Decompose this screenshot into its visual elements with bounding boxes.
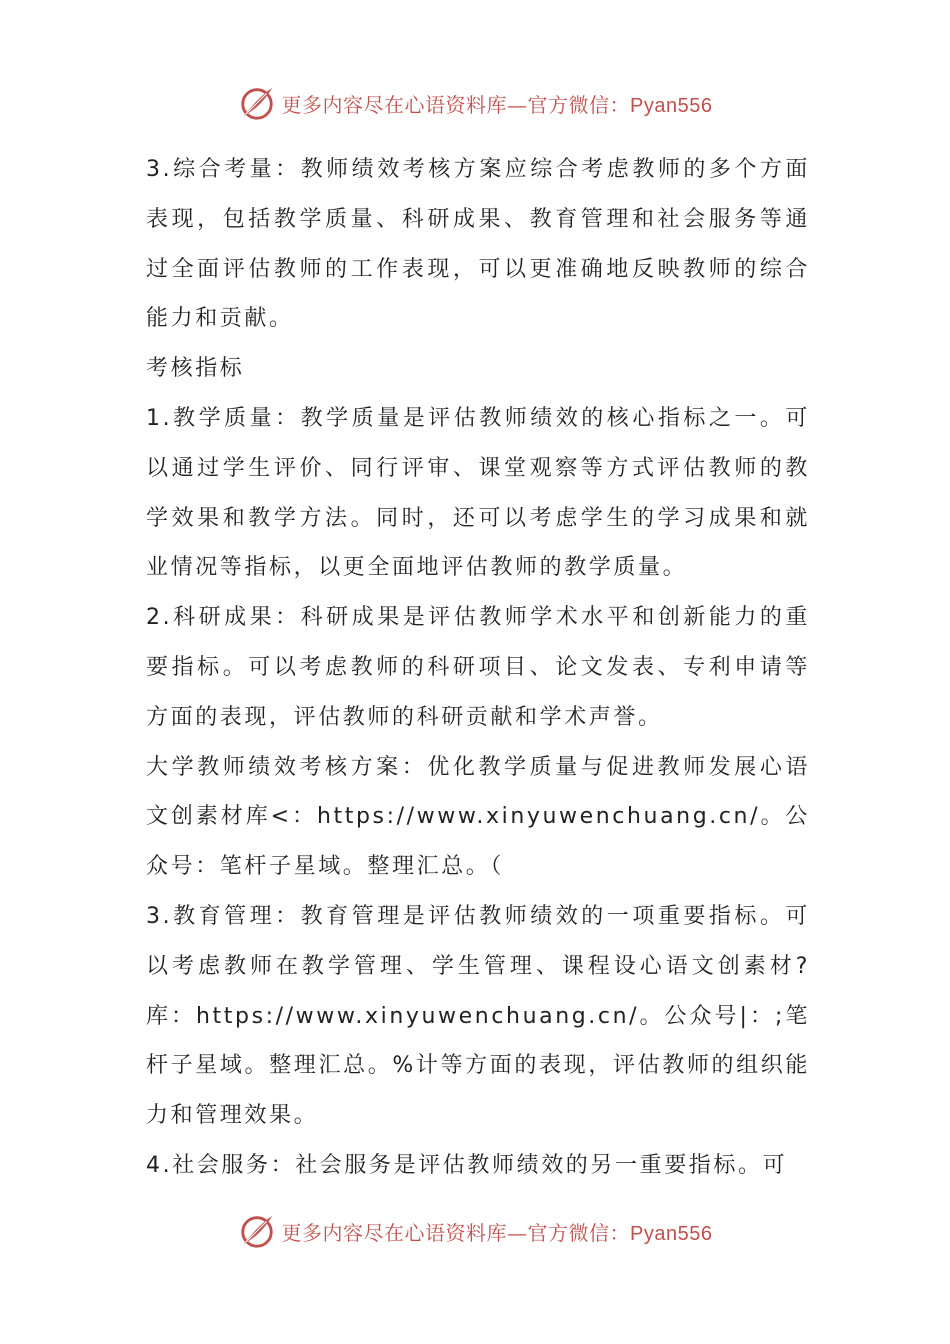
banner-dash: —	[507, 92, 528, 117]
banner-slogan: 更多内容尽在心语资料库	[281, 1220, 508, 1245]
paragraph-education-management: 3.教育管理：教育管理是评估教师绩效的一项重要指标。可以考虑教师在教学管理、学生管理、课程设心语文创素材?库：https://www.xinyuwenchuang.cn/。公众号|：;笔杆子星域。整理汇总。%计等方面的表现，评估教师的组织能力和管理效果。	[146, 903, 810, 1129]
banner-wechat-label: 官方微信：	[527, 92, 631, 117]
header-watermark-banner	[0, 80, 950, 126]
footer-watermark-banner	[0, 1208, 950, 1254]
paragraph-teaching-quality: 1.教学质量：教学质量是评估教师绩效的核心指标之一。可以通过学生评价、同行评审、课堂观察等方式评估教师的教学效果和教学方法。同时，还可以考虑学生的学习成果和就业情况等指标，以更全面地评估教师的教学质量。	[146, 405, 810, 581]
paragraph-comprehensive: 3.综合考量：教师绩效考核方案应综合考虑教师的多个方面表现，包括教学质量、科研成果、教育管理和社会服务等通过全面评估教师的工作表现，可以更准确地反映教师的综合能力和贡献。	[146, 157, 810, 332]
footer-banner-text	[282, 1217, 713, 1246]
paragraph-research: 2.科研成果：科研成果是评估教师学术水平和创新能力的重要指标。可以考虑教师的科研项目、论文发表、专利申请等方面的表现，评估教师的科研贡献和学术声誉。	[146, 605, 810, 730]
paragraph-social-service: 4.社会服务：社会服务是评估教师绩效的另一重要指标。可	[146, 1152, 788, 1178]
banner-slogan: 更多内容尽在心语资料库	[281, 92, 508, 117]
section-heading-indicators: 考核指标	[146, 356, 245, 382]
quill-logo-icon	[238, 1212, 276, 1250]
paragraph-watermark-insert: 大学教师绩效考核方案：优化教学质量与促进教师发展心语文创素材库<：https://www.xinyuwenchuang.cn/。公众号：笔杆子星域。整理汇总。（	[146, 754, 810, 880]
banner-wechat-label: 官方微信：	[527, 1220, 631, 1245]
banner-dash: —	[507, 1220, 528, 1245]
banner-wechat-id: Pyan556	[630, 1222, 713, 1245]
quill-logo-icon	[238, 84, 276, 122]
header-banner-text	[282, 89, 713, 118]
document-body	[146, 145, 810, 1191]
banner-wechat-id: Pyan556	[630, 94, 713, 117]
